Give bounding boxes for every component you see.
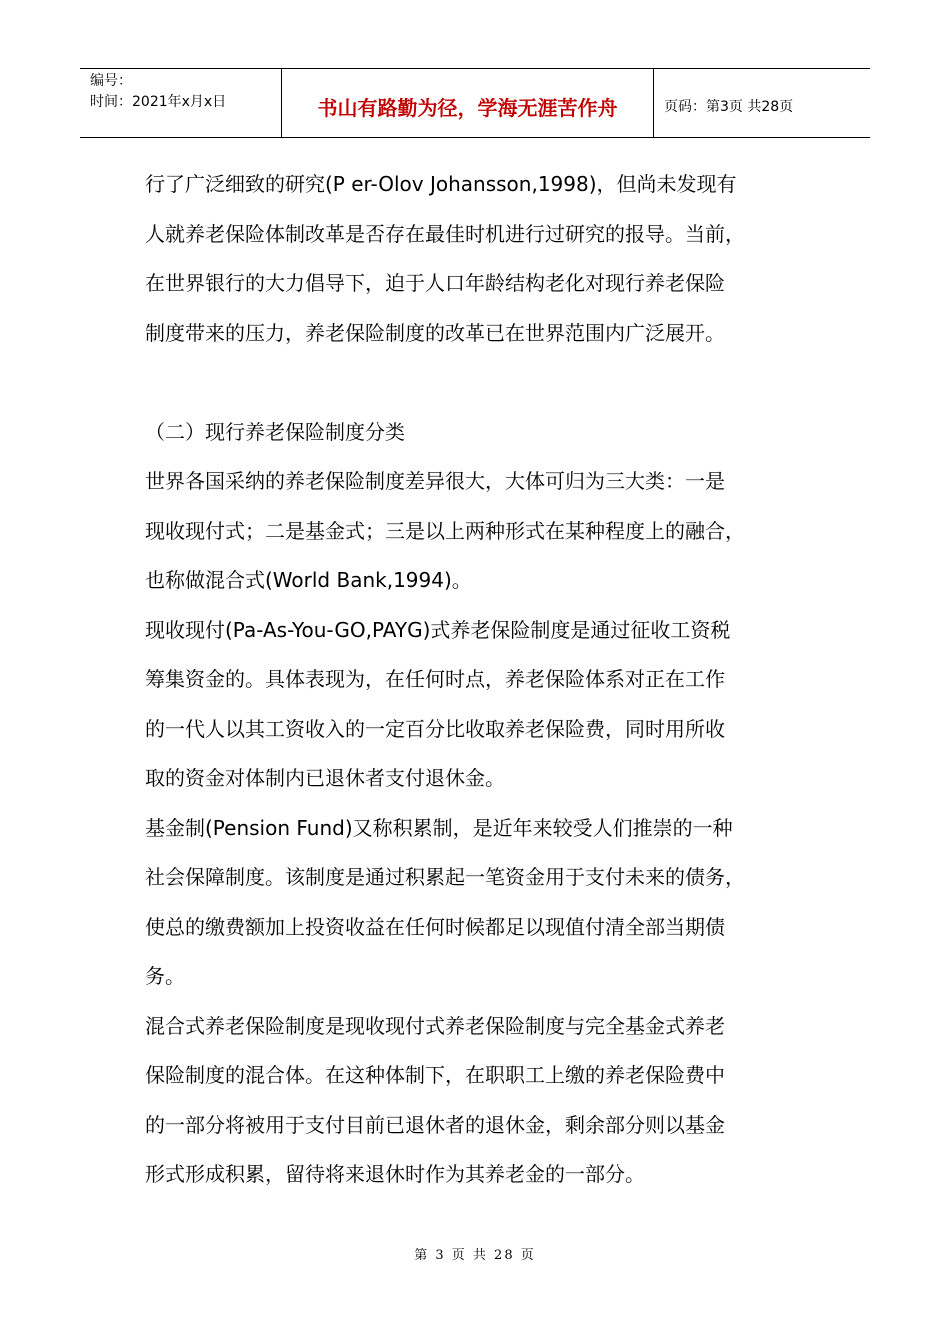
body-line: 行了广泛细致的研究(P er-Olov Johansson,1998)，但尚未发现有: [145, 172, 737, 196]
body-line: 形式形成积累，留待将来退休时作为其养老金的一部分。: [145, 1162, 645, 1186]
body-line: 社会保障制度。该制度是通过积累起一笔资金用于支付未来的债务，: [145, 865, 745, 889]
body-line: 的一代人以其工资收入的一定百分比收取养老保险费，同时用所收: [145, 716, 725, 741]
paragraph-gap: [145, 358, 815, 408]
body-line: 现收现付式；二是基金式；三是以上两种形式在某种程度上的融合，: [145, 518, 745, 543]
page-footer: 第 3 页 共 28 页: [414, 1248, 536, 1263]
body-line: 使总的缴费额加上投资收益在任何时候都足以现值付清全部当期债: [145, 914, 725, 939]
time-label: 时间：2021年x月x日: [90, 94, 227, 110]
body-line: 基金制(Pension Fund)又称积累制，是近年来较受人们推崇的一种: [145, 815, 733, 840]
body-line: 混合式养老保险制度是现收现付式养老保险制度与完全基金式养老: [145, 1013, 725, 1038]
number-label: 编号：: [90, 73, 132, 89]
page-code: 页码：第3页 共28页: [664, 99, 794, 115]
section-heading: （二）现行养老保险制度分类: [145, 419, 405, 444]
body-line: 取的资金对体制内已退休者支付退休金。: [145, 766, 505, 790]
body-line: 在世界银行的大力倡导下，迫于人口年龄结构老化对现行养老保险: [145, 271, 725, 295]
body-line: 制度带来的压力，养老保险制度的改革已在世界范围内广泛展开。: [145, 320, 725, 345]
body-line: 的一部分将被用于支付目前已退休者的退休金，剩余部分则以基金: [145, 1112, 725, 1137]
header-left-cell: [80, 69, 282, 137]
body-line: 也称做混合式(World Bank,1994)。: [145, 568, 472, 592]
page-header: [80, 68, 870, 138]
body-line: 筹集资金的。具体表现为，在任何时点，养老保险体系对正在工作: [145, 667, 725, 691]
motto: 书山有路勤为径，学海无涯苦作舟: [282, 69, 654, 137]
body-line: 世界各国采纳的养老保险制度差异很大，大体可归为三大类：一是: [145, 469, 725, 493]
body-line: 人就养老保险体制改革是否存在最佳时机进行过研究的报导。当前，: [145, 221, 745, 246]
document-body: [145, 160, 815, 1200]
body-line: 现收现付(Pa-As-You-GO,PAYG)式养老保险制度是通过征收工资税: [145, 617, 731, 642]
body-line: 保险制度的混合体。在这种体制下，在职职工上缴的养老保险费中: [145, 1063, 725, 1087]
body-line: 务。: [145, 964, 185, 988]
